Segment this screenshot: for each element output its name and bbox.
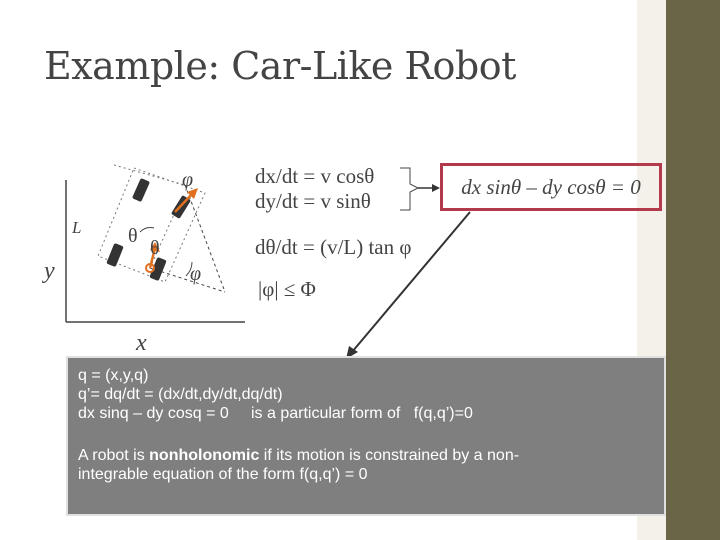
equation-dtheta: dθ/dt = (v/L) tan φ	[255, 235, 412, 259]
definition-line-4	[78, 446, 654, 465]
theta-label-2: θ	[150, 237, 160, 259]
equation-brace	[400, 168, 418, 210]
definition-line-4-post: if its motion is constrained by a non-	[259, 447, 520, 464]
theta-label-1: θ	[128, 225, 138, 247]
y-axis-label: y	[44, 258, 55, 284]
length-label: L	[72, 218, 82, 237]
constraint-box	[440, 163, 662, 211]
front-axle-dotted	[114, 165, 185, 185]
phi-label-bottom: φ	[190, 263, 202, 285]
constraint-equation: dx sinθ – dy cosθ = 0	[461, 174, 641, 199]
equation-phi-bound: |φ| ≤ Φ	[258, 277, 316, 301]
equation-dy: dy/dt = v sinθ	[255, 189, 371, 213]
equation-dx: dx/dt = v cosθ	[255, 164, 375, 188]
brace-arrowhead	[432, 184, 440, 192]
pointer-arrow	[352, 212, 470, 352]
nonholonomic-term: nonholonomic	[149, 447, 260, 464]
definition-line-2: q’= dq/dt = (dx/dt,dy/dt,dq/dt)	[78, 386, 283, 403]
definition-box	[66, 356, 666, 516]
front-left-wheel	[132, 178, 150, 202]
definition-line-3: dx sinq – dy cosq = 0 is a particular form of f(q,q’)=0	[78, 405, 473, 422]
slide-title: Example: Car-Like Robot	[44, 44, 516, 88]
definition-line-4-pre: A robot is	[78, 447, 150, 464]
definition-line-5: integrable equation of the form f(q,q’) = 0	[78, 466, 368, 483]
rear-left-wheel	[106, 243, 124, 267]
theta-arc	[140, 228, 154, 233]
x-axis-label: x	[136, 330, 147, 356]
definition-line-1: q = (x,y,q)	[78, 367, 149, 384]
phi-label-top: φ	[182, 169, 194, 191]
